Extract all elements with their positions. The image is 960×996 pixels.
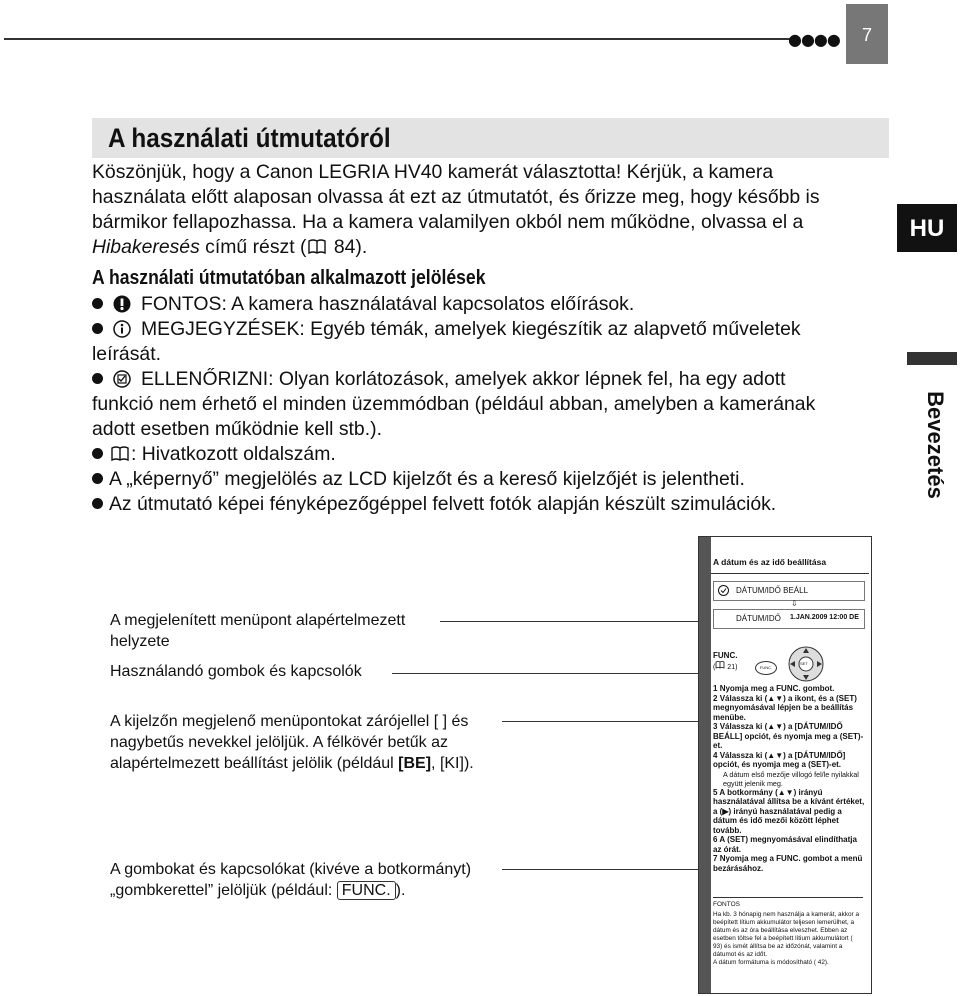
book-icon (715, 661, 725, 669)
manual-page-side-strip (699, 537, 711, 993)
list-item: FONTOS: A kamera használatával kapcsolatos előírások. (92, 292, 882, 317)
step: 3 Válassza ki (▲▼) a [DÁTUM/IDŐ BEÁLL] opciót, és nyomja meg a (SET)-et. (713, 722, 864, 750)
manual-page-rule (711, 573, 869, 574)
menu-box-date-value: DÁTUM/IDŐ 1.JAN.2009 12:00 DE (713, 609, 865, 629)
bullet (92, 373, 103, 384)
list-item: ELLENŐRIZNI: Olyan korlátozások, amelyek akkor lépnek fel, ha egy adott (92, 367, 882, 392)
func-label: FUNC. (713, 651, 738, 660)
note-menu-items: A kijelzőn megjelenő menüpontokat zárójellel [ ] és nagybetűs nevekkel jelöljük. A félkövér betűk az alapértelmezett beállítást jelölik (például [BE], [KI]). (110, 713, 474, 772)
manual-important (713, 897, 863, 967)
manual-note: A dátum formátuma is módosítható ( 42). (713, 959, 829, 966)
bullet (92, 323, 103, 334)
page-number: 7 (846, 4, 888, 64)
leader-line (502, 721, 720, 722)
troubleshooting-ref: Hibakeresés (92, 236, 200, 258)
bullet (92, 448, 103, 459)
func-button-example: FUNC. (337, 881, 396, 900)
step: 7 Nyomja meg a FUNC. gombot a menü bezárásához. (713, 854, 863, 873)
bullet (92, 473, 103, 484)
list-item: MEGJEGYZÉSEK: Egyéb témák, amelyek kiegészítik az alapvető műveletek (92, 317, 882, 342)
manual-important-label: FONTOS (713, 901, 740, 908)
list-item: A „képernyő” megjelölés az LCD kijelzőt és a kereső kijelzőjét is jelentheti. (92, 467, 882, 492)
func-ref: ( 21) (713, 661, 737, 671)
list-item-cont: adott esetben működnie kell stb.). (92, 418, 382, 440)
bullet (92, 498, 103, 509)
book-icon (111, 446, 129, 462)
manual-important-text: Ha kb. 3 hónapig nem használja a kamerát, akkor a beépített lítium akkumulátor teljesen lemerülhet, a dátum és az óra beállítása elveszhet. Ebben az esetben töltse fel a beépített lítium akkumulátort ( 93) és ismét állítsa be az időzónát, valamint a dátumot és az időt. (713, 911, 860, 958)
manual-steps (713, 684, 865, 873)
leader-line (440, 621, 703, 622)
important-icon (113, 295, 131, 313)
step: 1 Nyomja meg a FUNC. gombot. (713, 684, 835, 693)
intro-line: Köszönjük, hogy a Canon LEGRIA HV40 kamerát választotta! Kérjük, a kamera (92, 161, 774, 183)
list-item-cont: leírását. (92, 343, 161, 365)
note-button-frames: A gombokat és kapcsolókat (kivéve a botkormányt) „gombkerettel” jelöljük (például: FUNC. ). (110, 861, 472, 899)
menu-box-date-setting: DÁTUM/IDŐ BEÁLL (713, 581, 865, 601)
step: 6 A (SET) megnyomásával elindíthatja az órát. (713, 835, 857, 854)
note-default-position: A megjelenített menüpont alapértelmezett helyzete (110, 612, 406, 650)
leader-line (502, 869, 722, 870)
intro-line: Hibakeresés című részt ( 84). (92, 236, 368, 258)
book-icon (308, 239, 326, 255)
section-marker (907, 352, 957, 365)
section-label: Bevezetés (923, 391, 948, 499)
language-tab[interactable]: HU (897, 204, 957, 252)
manual-page-heading: A dátum és az idő beállítása (713, 557, 827, 567)
list-item-cont: funkció nem érhető el minden üzemmódban (például abban, amelyben a kamerának (92, 393, 816, 415)
list-item: Az útmutató képei fényképezőgéppel felvett fotók alapján készült szimulációk. (92, 492, 882, 517)
leader-line (392, 673, 702, 674)
intro-line: bármikor fellapozhassa. Ha a kamera valamilyen okból nem működne, olvassa el a (92, 211, 804, 233)
arrow-down-icon: ⇩ (791, 599, 798, 608)
header-dots: ●●●● (788, 30, 840, 49)
step: 5 A botkormány (▲▼) irányú használatával állítsa be a kívánt értéket, a (▶) irányú használatával pedig a dátum és idő mezői között léphet tovább. (713, 787, 865, 835)
page-title: A használati útmutatóról (108, 123, 391, 153)
info-icon (113, 320, 131, 338)
checklist-icon (718, 585, 729, 596)
note-buttons: Használandó gombok és kapcsolók (110, 663, 362, 680)
intro-body (92, 160, 882, 517)
header-rule (4, 38, 800, 40)
func-button-small: FUNC. (755, 661, 777, 675)
manual-page-example (698, 536, 872, 994)
bullet (92, 298, 103, 309)
intro-line: használata előtt alaposan olvassa át ezt az útmutatót, és őrizze meg, hogy később is (92, 186, 820, 208)
checklist-icon (113, 370, 131, 388)
conventions-heading: A használati útmutatóban alkalmazott jelölések (92, 267, 486, 289)
step-note: A dátum első mezője villogó fel/le nyilakkal együtt jelenik meg. (723, 769, 859, 788)
set-label: SET (800, 661, 808, 666)
step: 2 Válassza ki (▲▼) a ikont, és a (SET) megnyomásával lépjen be a beállítás menübe. (713, 693, 857, 722)
step: 4 Válassza ki (▲▼) a [DÁTUM/IDŐ] opciót, és nyomja meg a (SET)-et. (713, 750, 846, 769)
list-item: : Hivatkozott oldalszám. (92, 442, 882, 467)
